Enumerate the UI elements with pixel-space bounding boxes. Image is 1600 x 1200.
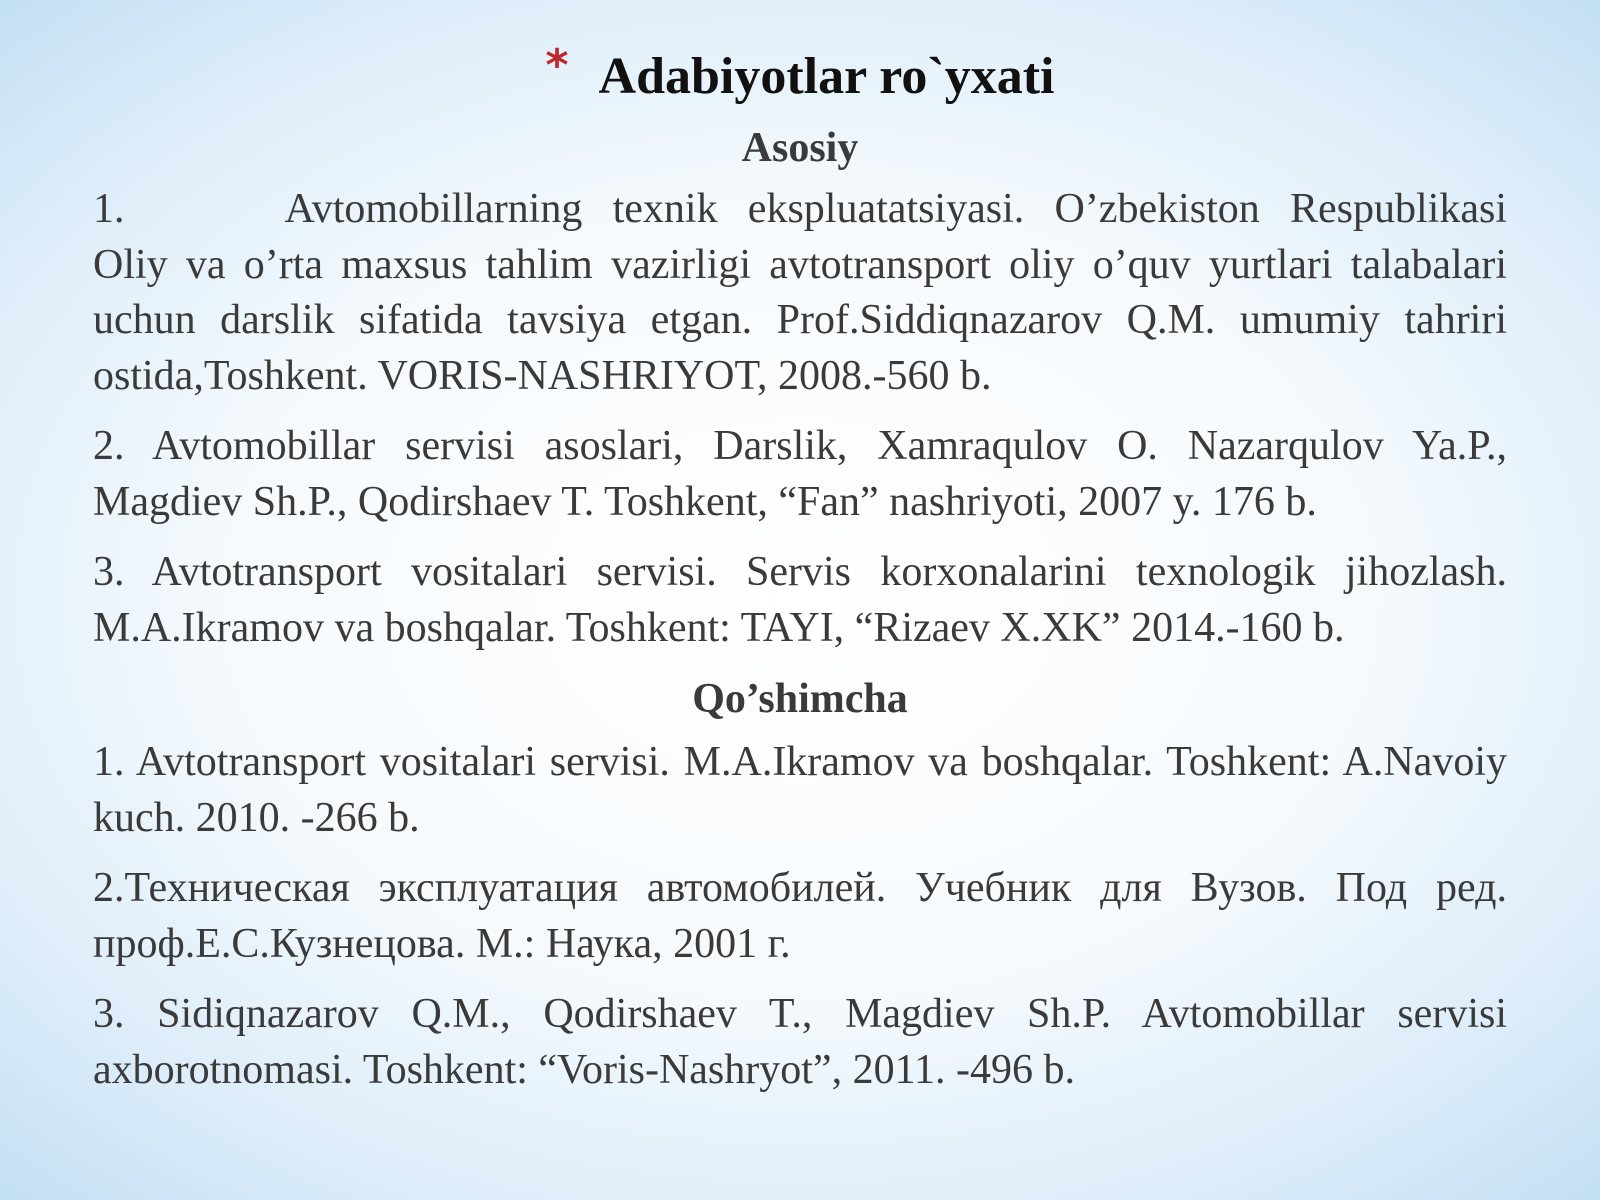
- reference-text: Avtomobillarning texnik ekspluatatsiyasi. O’zbekiston Respublikasi Oliy va o’rta maxsus tahlim vazirligi avtotransport oliy o’quv yurtlari talabalari uchun darslik sifatida tavsiya etgan. Prof.Siddiqnazarov Q.M. umumiy tahriri ostida,Toshkent. VORIS-NASHRIYOT, 2008.-560 b.: [93, 186, 1507, 399]
- section-heading-main: Asosiy: [741, 125, 859, 171]
- reference-item-extra-2: 2.Техническая эксплуатация автомобилей. Учебник для Вузов. Под ред. проф.Е.С.Кузнецова. М.: Наука, 2001 г.: [93, 865, 1507, 967]
- reference-item-main-1: [93, 182, 1507, 404]
- page-title: Adabiyotlar ro`yxati: [598, 48, 1055, 105]
- reference-item-extra-3: 3. Sidiqnazarov Q.M., Qodirshaev T., Magdiev Sh.P. Avtomobillar servisi axborotnomasi. Toshkent: “Voris-Nashryot”, 2011. -496 b.: [93, 991, 1507, 1093]
- reference-item-extra-1: 1. Avtotransport vositalari servisi. M.A.Ikramov va boshqalar. Toshkent: A.Navoiy kuch. 2010. -266 b.: [93, 739, 1507, 841]
- reference-number: 1.: [93, 186, 125, 232]
- section-heading-extra: Qo’shimcha: [692, 676, 908, 722]
- asterisk-bullet-icon: *: [545, 40, 569, 91]
- reference-item-main-2: 2. Avtomobillar servisi asoslari, Darslik, Xamraqulov O. Nazarqulov Ya.P., Magdiev Sh.P., Qodirshaev T. Toshkent, “Fan” nashriyoti, 2007 y. 176 b.: [93, 423, 1507, 525]
- title-row: [93, 40, 1507, 110]
- reference-item-main-3: 3. Avtotransport vositalari servisi. Servis korxonalarini texnologik jihozlash. M.A.Ikramov va boshqalar. Toshkent: TAYI, “Rizaev X.XK” 2014.-160 b.: [93, 549, 1507, 651]
